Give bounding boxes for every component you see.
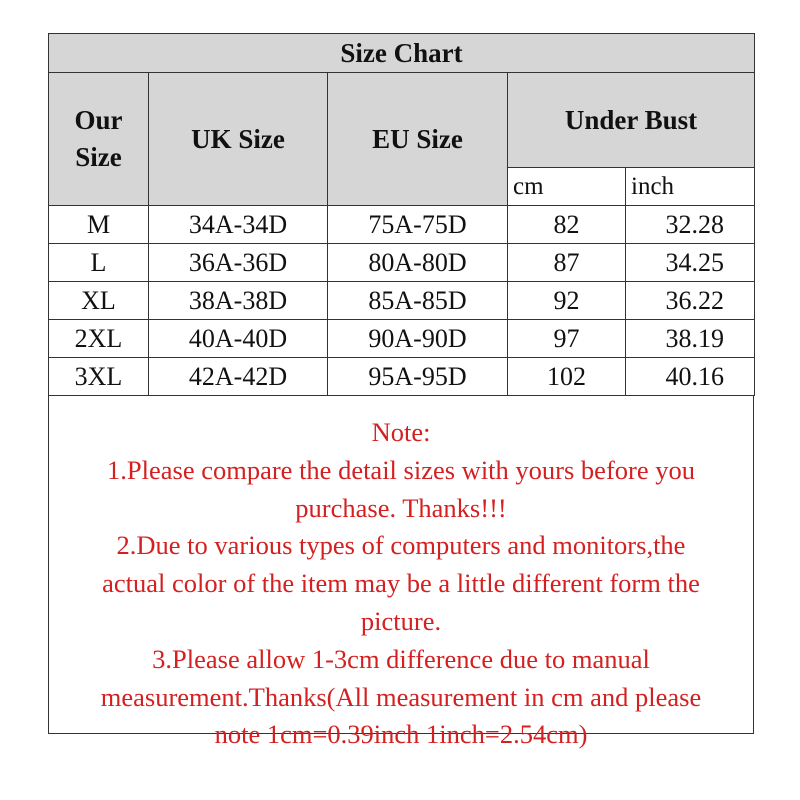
table-row [49,282,755,320]
cell-inch: 34.25 [626,244,755,282]
header-cm: cm [508,168,626,206]
table-row [49,244,755,282]
note-line: 1.Please compare the detail sizes with yours before you [107,454,695,485]
cell-our-size: L [49,244,149,282]
note-line: picture. [360,605,442,636]
cell-inch: 38.19 [626,320,755,358]
cell-cm: 82 [508,206,626,244]
note-line: measurement.Thanks(All measurement in cm and please [100,681,702,712]
cell-eu-size: 85A-85D [328,282,508,320]
cell-our-size: M [49,206,149,244]
size-table [48,33,755,396]
header-eu-size: EU Size [328,73,508,206]
cell-cm: 102 [508,358,626,396]
table-title: Size Chart [49,34,755,73]
header-our-size-line1: Our [74,105,123,135]
header-under-bust: Under Bust [508,73,755,168]
cell-our-size: 3XL [49,358,149,396]
header-our-size [49,73,149,206]
note-line: purchase. Thanks!!! [295,492,507,523]
cell-eu-size: 80A-80D [328,244,508,282]
cell-inch: 36.22 [626,282,755,320]
cell-uk-size: 38A-38D [149,282,328,320]
cell-our-size: 2XL [49,320,149,358]
table-row [49,320,755,358]
header-inch: inch [626,168,755,206]
header-uk-size: UK Size [149,73,328,206]
cell-inch: 40.16 [626,358,755,396]
size-chart [48,33,754,750]
cell-eu-size: 90A-90D [328,320,508,358]
header-our-size-line2: Size [75,142,122,172]
note-line: note 1cm=0.39inch 1inch=2.54cm) [214,719,588,750]
note-line: 2.Due to various types of computers and monitors,the [116,530,686,561]
table-row [49,358,755,396]
cell-inch: 32.28 [626,206,755,244]
cell-cm: 97 [508,320,626,358]
cell-uk-size: 40A-40D [149,320,328,358]
cell-uk-size: 36A-36D [149,244,328,282]
note-line: actual color of the item may be a little different form the [102,568,700,599]
cell-eu-size: 95A-95D [328,358,508,396]
cell-our-size: XL [49,282,149,320]
cell-cm: 92 [508,282,626,320]
table-row [49,206,755,244]
cell-uk-size: 34A-34D [149,206,328,244]
note-line: 3.Please allow 1-3cm difference due to manual [152,643,650,674]
note-heading: Note: [371,417,431,447]
note-box [48,396,754,750]
cell-cm: 87 [508,244,626,282]
cell-eu-size: 75A-75D [328,206,508,244]
cell-uk-size: 42A-42D [149,358,328,396]
